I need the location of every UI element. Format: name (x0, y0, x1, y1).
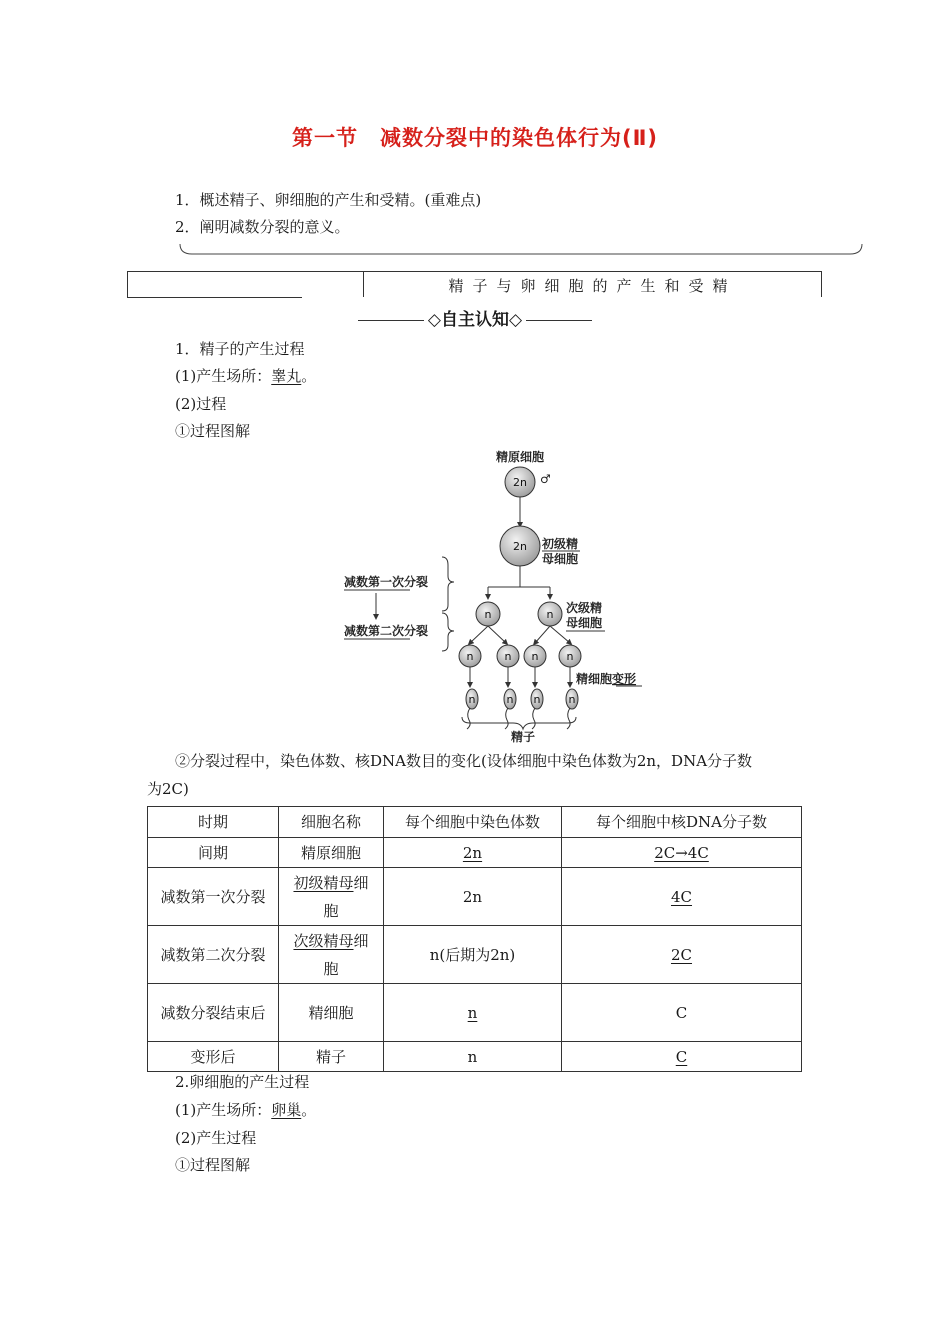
subhead-text: 自主认知 (441, 310, 509, 330)
th-period: 时期 (148, 807, 279, 838)
answer-ovary: 卵巢 (271, 1101, 302, 1119)
chromosome-dna-table (147, 806, 802, 1072)
table-header-row (148, 807, 802, 838)
male-symbol: ♂ (540, 472, 551, 486)
table-intro-2: 为2C) (147, 780, 189, 798)
objective-2: 2．阐明减数分裂的意义。 (175, 218, 350, 236)
svg-text:n: n (566, 650, 574, 663)
diamond-icon: ◇ (427, 310, 441, 330)
cell-ploidy: 2n (513, 540, 527, 553)
svg-text:n: n (533, 693, 541, 706)
subhead (0, 305, 950, 330)
table-row: 减数分裂结束后 精细胞 n C (148, 984, 802, 1042)
sperm-diagram-label: ①过程图解 (175, 422, 251, 440)
egg-process: (2)产生过程 (175, 1129, 257, 1147)
cell-ploidy: n (546, 608, 554, 621)
subhead-left-rule (358, 320, 424, 321)
subhead-right-rule (526, 320, 592, 321)
answer-testis: 睾丸 (271, 367, 302, 385)
page-title: 第一节 减数分裂中的染色体行为(Ⅱ) (291, 126, 659, 150)
egg-diagram-label: ①过程图解 (175, 1156, 251, 1174)
label-spermatogonium: 精原细胞 (495, 450, 545, 464)
section-gap (302, 297, 822, 298)
svg-text:n: n (466, 650, 474, 663)
sperm-heading: 1．精子的产生过程 (175, 340, 305, 358)
sperm-process: (2)过程 (175, 395, 227, 413)
th-dna: 每个细胞中核DNA分子数 (562, 807, 802, 838)
spermatogenesis-diagram (330, 445, 660, 745)
diamond-icon: ◇ (509, 310, 523, 330)
table-row: 变形后 精子 n C (148, 1042, 802, 1072)
svg-text:n: n (504, 650, 512, 663)
svg-text:n: n (568, 693, 576, 706)
label-secondary-2: 母细胞 (566, 616, 603, 630)
section-title: 精子与卵细胞的产生和受精 (448, 277, 737, 295)
egg-site: (1)产生场所：卵巢。 (175, 1101, 317, 1119)
th-cell: 细胞名称 (279, 807, 384, 838)
svg-text:n: n (506, 693, 514, 706)
label-primary-1: 初级精 (542, 537, 579, 551)
svg-text:n: n (468, 693, 476, 706)
table-row: 间期 精原细胞 2n 2C→4C (148, 838, 802, 868)
label-meiosis-2: 减数第二次分裂 (344, 624, 429, 638)
section-header-box (127, 271, 822, 298)
cell-ploidy: n (484, 608, 492, 621)
svg-text:n: n (531, 650, 539, 663)
label-sperm: 精子 (510, 730, 536, 744)
objective-1: 1．概述精子、卵细胞的产生和受精。(重难点) (175, 191, 482, 209)
label-meiosis-1: 减数第一次分裂 (344, 575, 429, 589)
label-secondary-1: 次级精 (566, 601, 603, 615)
th-chrom: 每个细胞中染色体数 (384, 807, 562, 838)
table-row: 减数第二次分裂 次级精母细胞 n(后期为2n) 2C (148, 926, 802, 984)
objectives-bracket (178, 242, 864, 262)
cell-ploidy: 2n (513, 476, 527, 489)
egg-heading: 2.卵细胞的产生过程 (175, 1073, 310, 1091)
label-transform: 精细胞变形 (576, 672, 637, 686)
label-primary-2: 母细胞 (542, 552, 579, 566)
table-intro-1: ②分裂过程中，染色体数、核DNA数目的变化(设体细胞中染色体数为2n，DNA分子数 (175, 752, 753, 770)
table-row: 减数第一次分裂 初级精母细胞 2n 4C (148, 868, 802, 926)
sperm-site: (1)产生场所：睾丸。 (175, 367, 317, 385)
